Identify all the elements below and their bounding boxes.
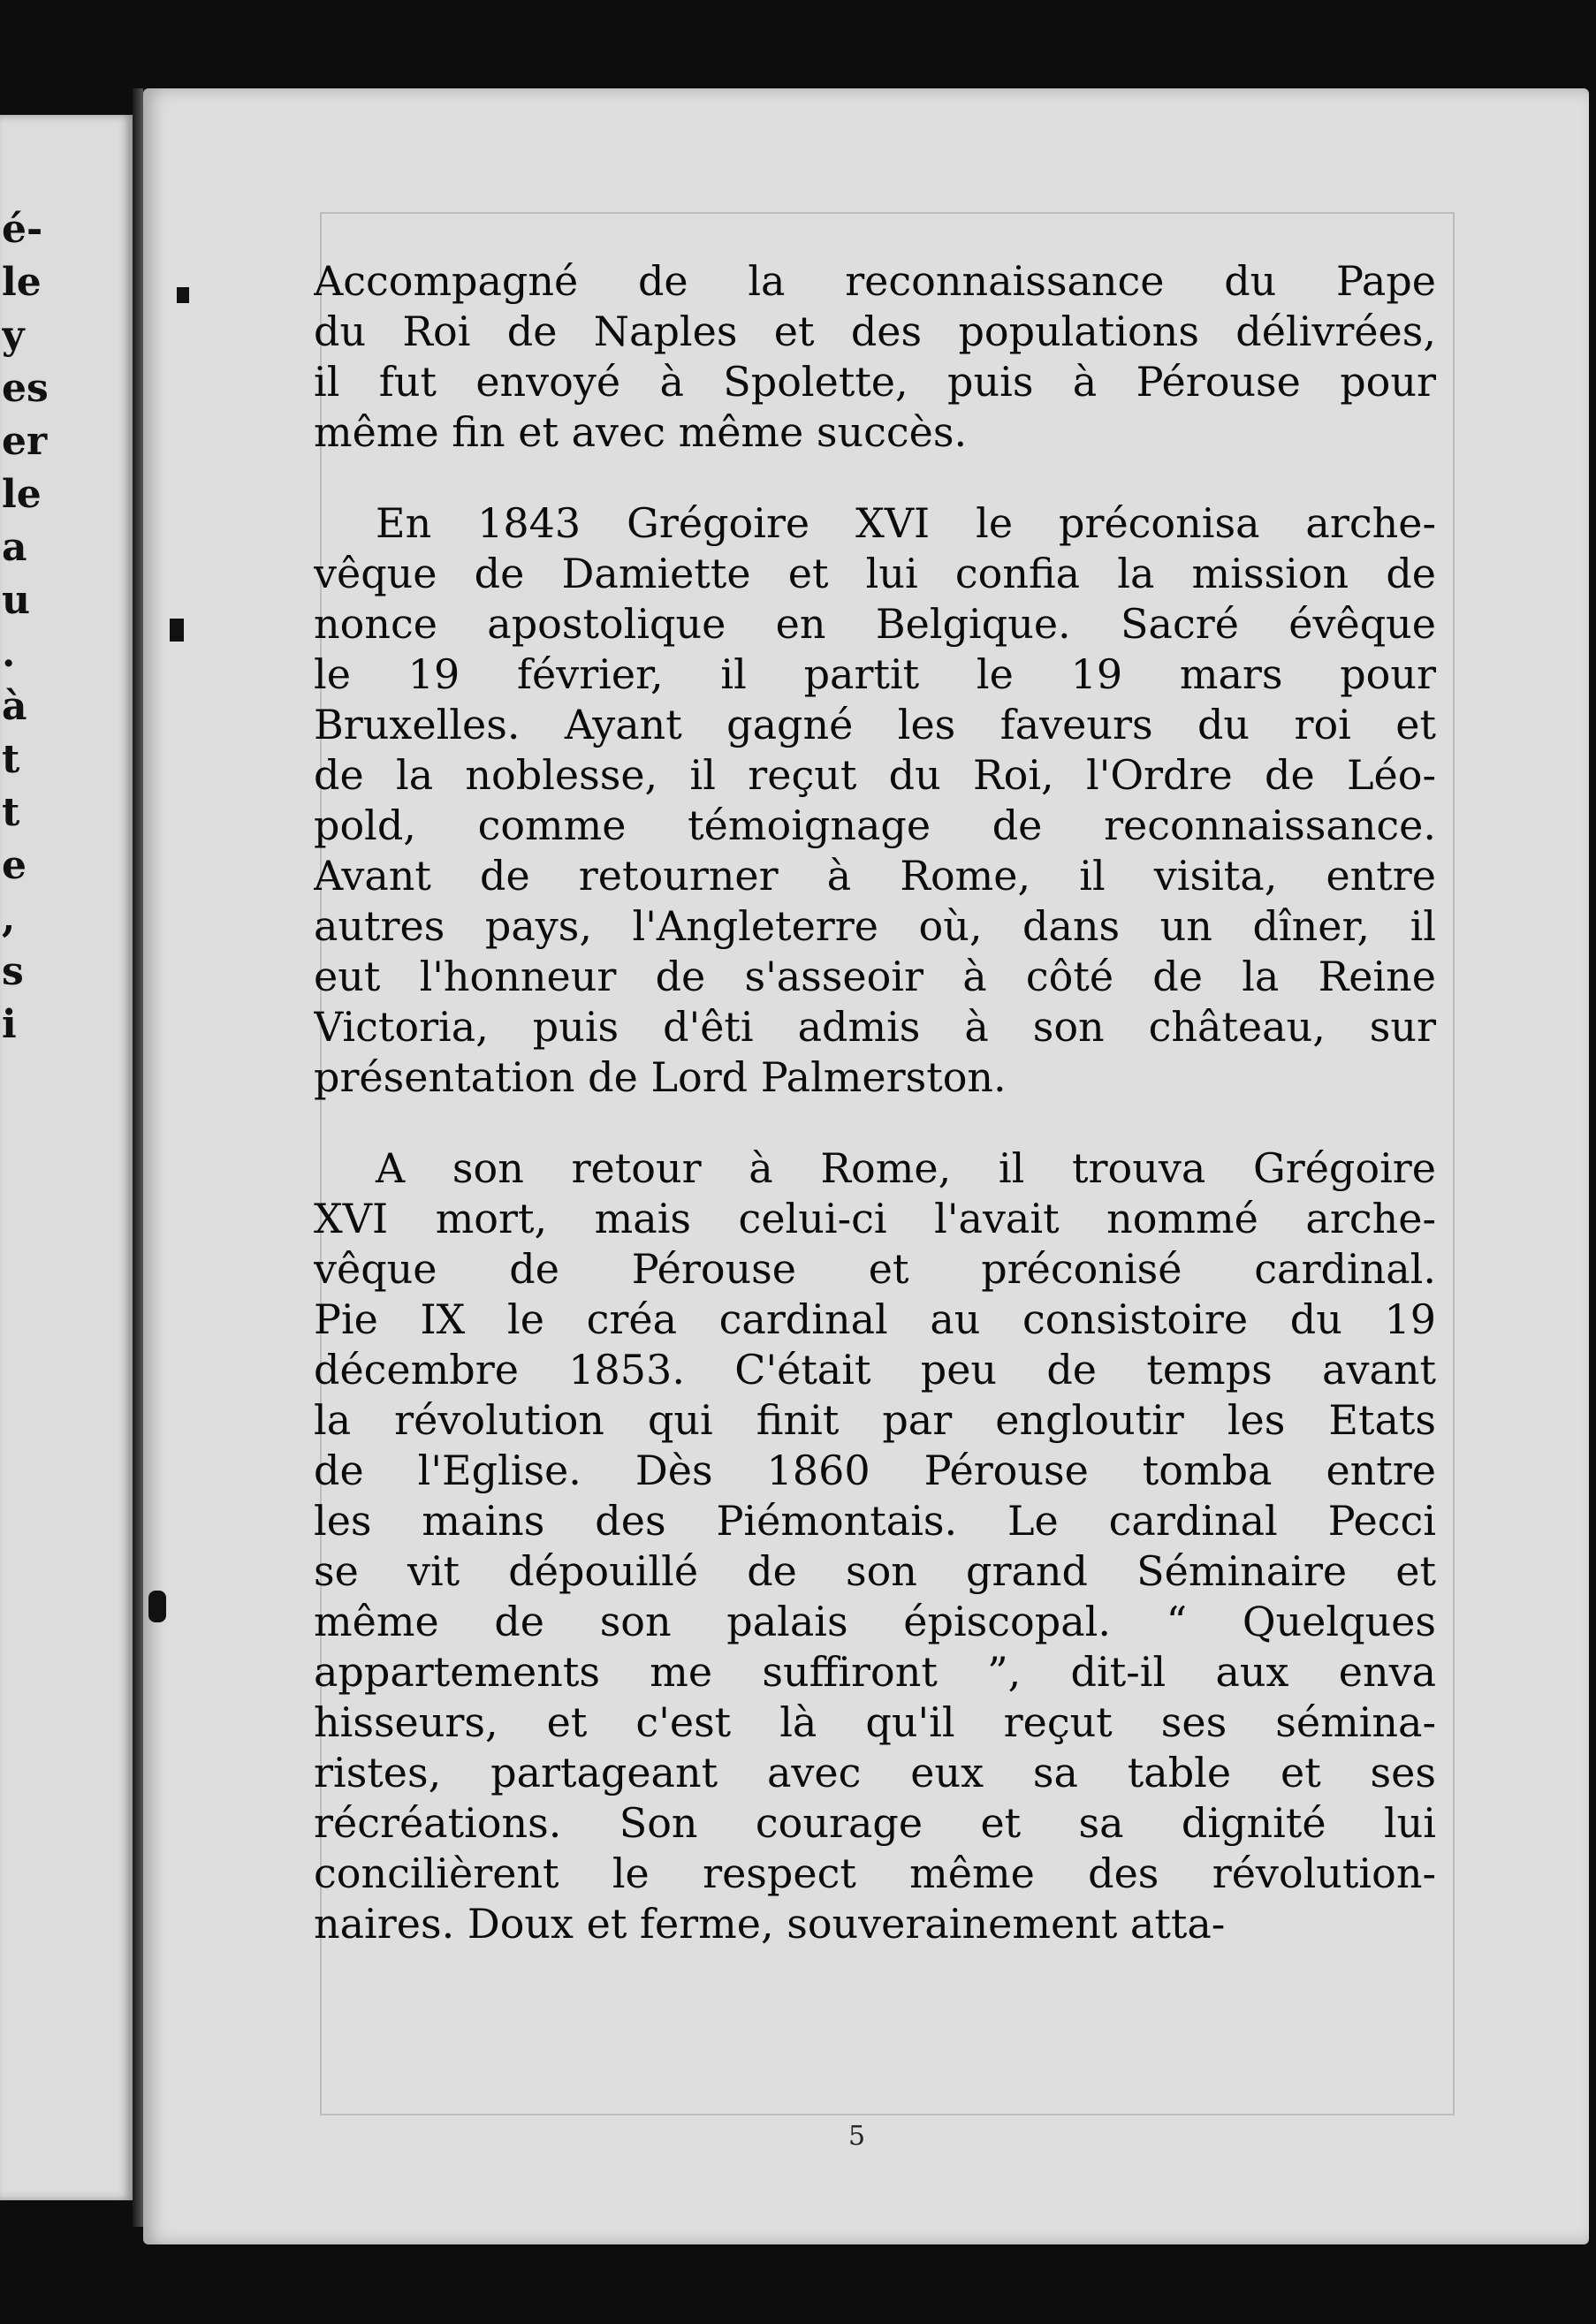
left-page-fragment: y [2, 313, 25, 358]
left-page-fragment: s [2, 949, 24, 994]
text-line: il fut envoyé à Spolette, puis à Pérouse pour [314, 358, 1436, 406]
paragraph [314, 498, 1436, 1103]
text-line: concilièrent le respect même des révolution- [314, 1849, 1436, 1897]
left-page-fragment: u [2, 578, 30, 623]
text-line: même de son palais épiscopal. “ Quelques [314, 1598, 1436, 1645]
left-page-fragment: t [2, 737, 20, 782]
text-line: Pie IX le créa cardinal au consistoire du 19 [314, 1295, 1436, 1343]
text-line: autres pays, l'Angleterre où, dans un dîner, il [314, 902, 1436, 950]
left-page-fragment: à [2, 684, 27, 729]
paragraph [314, 1143, 1436, 1949]
text-line: décembre 1853. C'était peu de temps avant [314, 1346, 1436, 1394]
text-line: se vit dépouillé de son grand Séminaire et [314, 1547, 1436, 1595]
left-page-fragment: er [2, 419, 48, 464]
text-line: vêque de Damiette et lui confia la mission de [314, 550, 1436, 597]
text-line: de l'Eglise. Dès 1860 Pérouse tomba entre [314, 1447, 1436, 1494]
text-line: du Roi de Naples et des populations délivrées, [314, 308, 1436, 355]
left-page-fragment: es [2, 366, 49, 411]
text-line: A son retour à Rome, il trouva Grégoire [376, 1144, 1436, 1192]
text-line: pold, comme témoignage de reconnaissance. [314, 801, 1436, 849]
text-line: présentation de Lord Palmerston. [314, 1053, 1007, 1101]
text-line: le 19 février, il partit le 19 mars pour [314, 650, 1436, 698]
text-line: de la noblesse, il reçut du Roi, l'Ordre de Léo- [314, 751, 1436, 799]
text-line: Accompagné de la reconnaissance du Pape [314, 257, 1436, 305]
left-page-fragment: . [2, 631, 16, 676]
left-page-fragment: , [2, 896, 16, 941]
left-page-fragment: t [2, 790, 20, 835]
left-page-fragment: le [2, 472, 42, 517]
text-line: nonce apostolique en Belgique. Sacré évêque [314, 600, 1436, 648]
paragraph [314, 256, 1436, 458]
left-page-fragment: i [2, 1002, 17, 1047]
margin-mark [170, 619, 184, 642]
body-text [314, 256, 1436, 1990]
left-facing-page [0, 115, 133, 2200]
text-line: récréations. Son courage et sa dignité lui [314, 1799, 1436, 1847]
text-line: eut l'honneur de s'asseoir à côté de la Reine [314, 953, 1436, 1000]
book-gutter [133, 88, 143, 2227]
text-line: appartements me suffiront ”, dit-il aux enva [314, 1648, 1436, 1696]
page-number: 5 [848, 2121, 866, 2152]
text-line: ristes, partageant avec eux sa table et ses [314, 1749, 1436, 1796]
text-line: Bruxelles. Ayant gagné les faveurs du roi et [314, 701, 1436, 748]
left-page-fragment: é- [2, 207, 43, 252]
left-page-fragment: e [2, 843, 27, 888]
text-line: En 1843 Grégoire XVI le préconisa arche- [376, 499, 1436, 547]
text-line: même fin et avec même succès. [314, 408, 968, 456]
binding-hole-mark [148, 1591, 166, 1622]
text-line: Avant de retourner à Rome, il visita, entre [314, 852, 1436, 900]
text-line: naires. Doux et ferme, souverainement atta- [314, 1900, 1226, 1948]
text-line: XVI mort, mais celui-ci l'avait nommé arche- [314, 1195, 1436, 1242]
left-page-fragment: le [2, 260, 42, 305]
left-page-text-fragments [2, 203, 64, 1052]
text-line: les mains des Piémontais. Le cardinal Pecci [314, 1497, 1436, 1545]
text-line: la révolution qui finit par engloutir les Etats [314, 1396, 1436, 1444]
margin-mark [177, 287, 189, 303]
text-line: Victoria, puis d'êti admis à son château, sur [314, 1003, 1436, 1051]
left-page-fragment: a [2, 525, 27, 570]
text-line: vêque de Pérouse et préconisé cardinal. [314, 1245, 1436, 1293]
text-line: hisseurs, et c'est là qu'il reçut ses sémina- [314, 1698, 1436, 1746]
